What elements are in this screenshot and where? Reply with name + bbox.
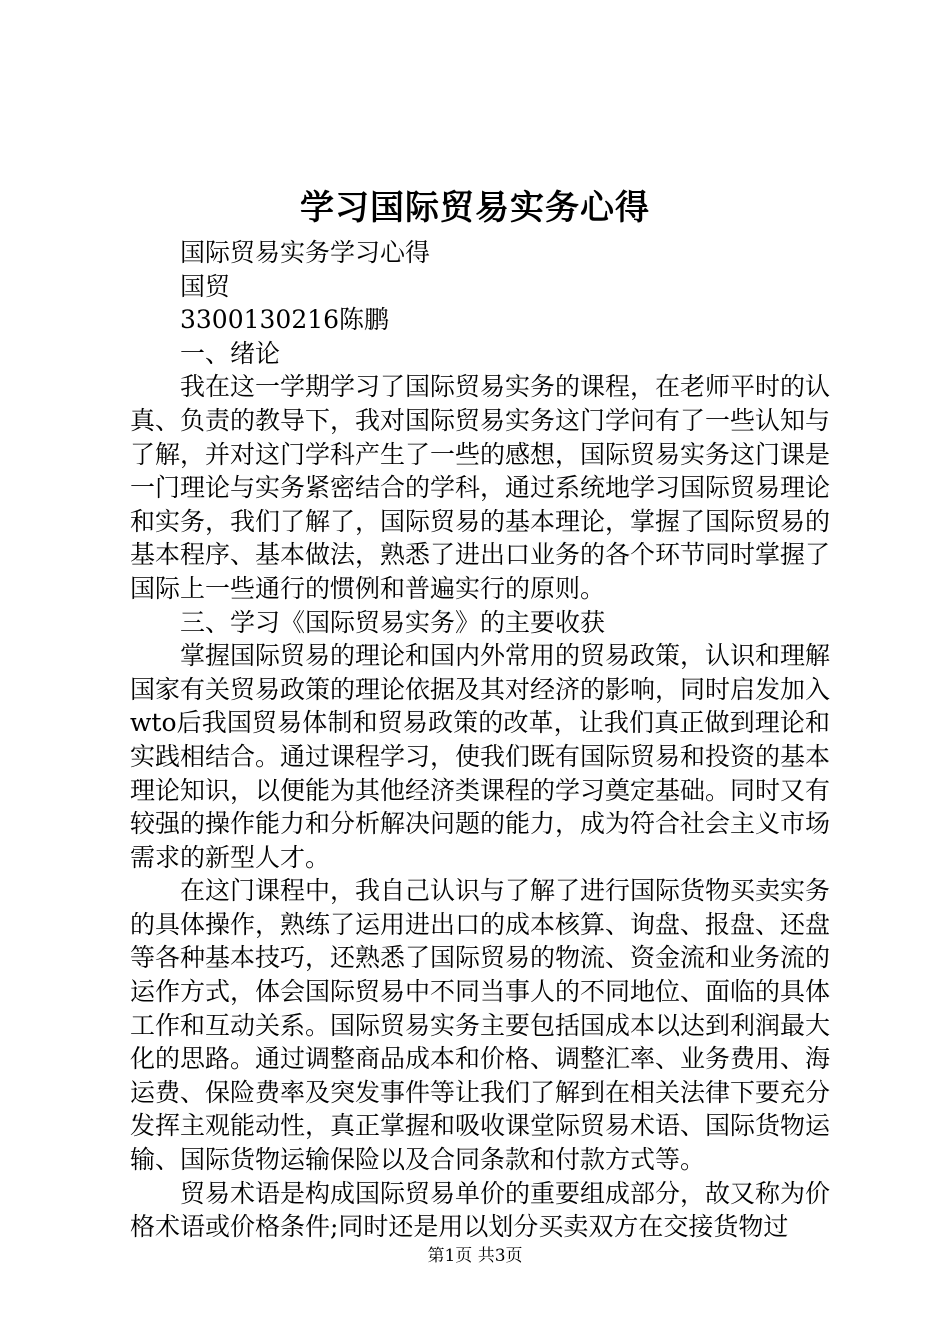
document-body xyxy=(130,236,830,1244)
document-title: 学习国际贸易实务心得 xyxy=(300,188,650,228)
paragraph-subtitle: 国际贸易实务学习心得 xyxy=(180,238,431,267)
page-number-footer: 第1页 共3页 xyxy=(427,1246,523,1266)
paragraph-author: 3300130216陈鹏 xyxy=(180,305,390,335)
section-heading-gains: 三、学习《国际贸易实务》的主要收获 xyxy=(180,607,606,637)
paragraph: 在这门课程中，我自己认识与了解了进行国际货物买卖实务的具体操作，熟练了运用进出口的成本核算、询盘、报盘、还盘等各种基本技巧，还熟悉了国际贸易的物流、资金流和业务流的运作方式，体会国际贸易中不同当事人的不同地位、面临的具体工作和互动关系。国际贸易实务主要包括国成本以达到利润最大化的思路。通过调整商品成本和价格、调整汇率、业务费用、海运费、保险费率及突发事件等让我们了解到在相关法律下要充分发挥主观能动性，真正掌握和吸收课堂际贸易术语、国际货物运输、国际货物运输保险以及合同条款和付款方式等。 xyxy=(130,876,831,1175)
paragraph: 我在这一学期学习了国际贸易实务的课程，在老师平时的认真、负责的教导下，我对国际贸易实务这门学问有了一些认知与了解，并对这门学科产生了一些的感想，国际贸易实务这门课是一门理论与实务紧密结合的学科，通过系统地学习国际贸易理论和实务，我们了解了，国际贸易的基本理论，掌握了国际贸易的基本程序、基本做法，熟悉了进出口业务的各个环节同时掌握了国际上一些通行的惯例和普遍实行的原则。 xyxy=(130,372,831,603)
paragraph: 掌握国际贸易的理论和国内外常用的贸易政策，认识和理解国家有关贸易政策的理论依据及其对经济的影响，同时启发加入wto后我国贸易体制和贸易政策的改革，让我们真正做到理论和实践相结合。通过课程学习，使我们既有国际贸易和投资的基本理论知识，以便能为其他经济类课程的学习奠定基础。同时又有较强的操作能力和分析解决问题的能力，成为符合社会主义市场需求的新型人才。 xyxy=(130,641,831,872)
section-heading-introduction: 一、绪论 xyxy=(180,338,281,368)
paragraph: 贸易术语是构成国际贸易单价的重要组成部分，故又称为价格术语或价格条件;同时还是用以划分买卖双方在交接货物过 xyxy=(130,1178,831,1242)
paragraph-major: 国贸 xyxy=(180,271,231,301)
